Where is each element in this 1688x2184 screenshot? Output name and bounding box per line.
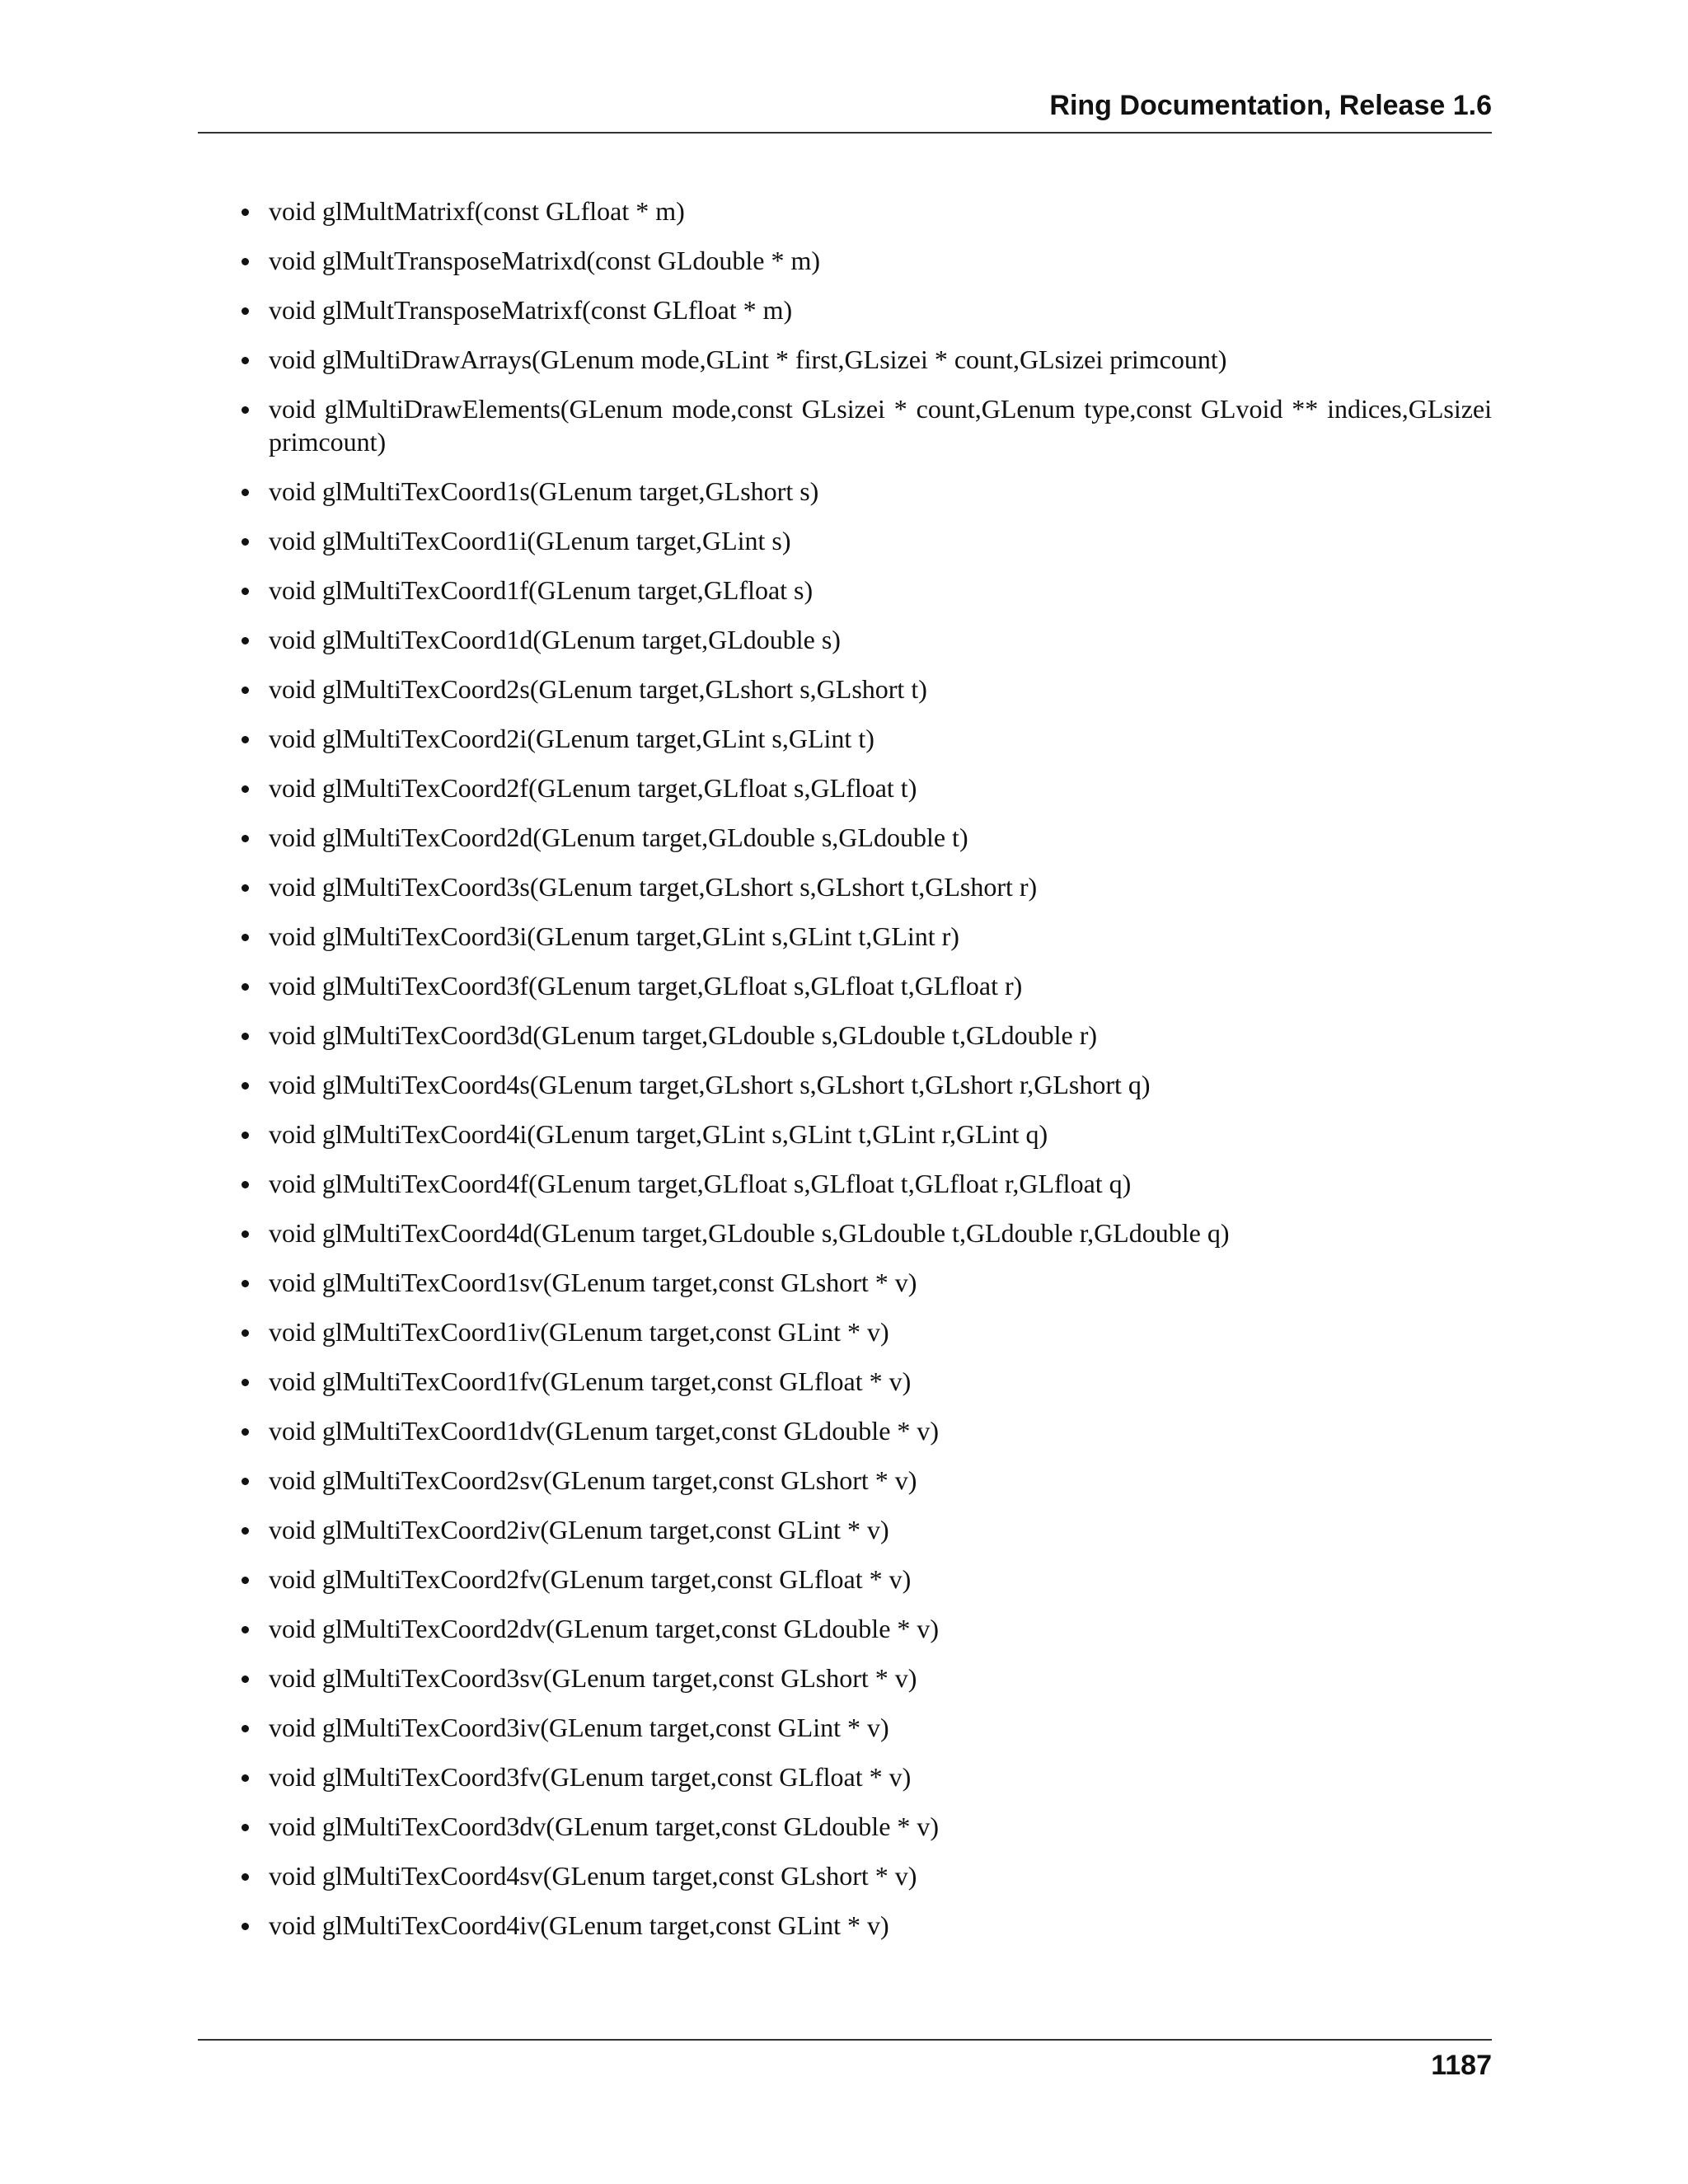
bullet-icon	[241, 934, 249, 941]
bullet-icon	[241, 736, 249, 743]
function-signature: void glMultiTexCoord3s(GLenum target,GLshort s,GLshort t,GLshort r)	[269, 872, 1038, 902]
function-signature: void glMultiTexCoord2sv(GLenum target,const GLshort * v)	[269, 1465, 917, 1495]
list-item	[198, 623, 1492, 656]
bullet-icon	[241, 406, 249, 414]
bullet-icon	[241, 1675, 249, 1683]
bullet-icon	[241, 1873, 249, 1881]
page-number: 1187	[1431, 2050, 1492, 2081]
bullet-icon	[241, 1082, 249, 1090]
list-item	[198, 1859, 1492, 1892]
list-item	[198, 1661, 1492, 1694]
list-item	[198, 920, 1492, 953]
list-item	[198, 1216, 1492, 1249]
function-signature: void glMultiTexCoord4d(GLenum target,GLdouble s,GLdouble t,GLdouble r,GLdouble q)	[269, 1218, 1230, 1248]
function-signature: void glMultiTexCoord3d(GLenum target,GLdouble s,GLdouble t,GLdouble r)	[269, 1020, 1097, 1050]
bullet-icon	[241, 1280, 249, 1287]
list-item	[198, 969, 1492, 1002]
function-signature: void glMultiTexCoord1dv(GLenum target,const GLdouble * v)	[269, 1416, 940, 1446]
function-signature: void glMultiTexCoord3i(GLenum target,GLint s,GLint t,GLint r)	[269, 921, 959, 951]
list-item	[198, 1760, 1492, 1793]
bullet-icon	[241, 1181, 249, 1188]
list-item	[198, 1068, 1492, 1101]
list-item	[198, 574, 1492, 607]
bullet-icon	[241, 1478, 249, 1485]
list-item	[198, 1612, 1492, 1645]
bullet-icon	[241, 687, 249, 694]
bullet-icon	[241, 1626, 249, 1633]
function-signature: void glMultiTexCoord2iv(GLenum target,const GLint * v)	[269, 1515, 889, 1544]
function-signature: void glMultiTexCoord2dv(GLenum target,const GLdouble * v)	[269, 1614, 940, 1643]
bullet-icon	[241, 1132, 249, 1139]
bullet-icon	[241, 1577, 249, 1584]
document-title: Ring Documentation, Release 1.6	[1049, 90, 1492, 121]
list-item	[198, 475, 1492, 508]
bullet-icon	[241, 835, 249, 842]
list-item	[198, 1909, 1492, 1942]
bullet-icon	[241, 1033, 249, 1040]
list-item	[198, 821, 1492, 854]
bullet-icon	[241, 884, 249, 892]
function-signature: void glMultiDrawElements(GLenum mode,const GLsizei * count,GLenum type,const GLvoid ** indices,GLsizei primcount)	[269, 394, 1492, 457]
function-signature: void glMultiTexCoord1iv(GLenum target,const GLint * v)	[269, 1317, 889, 1347]
list-item	[198, 392, 1492, 458]
function-signature: void glMultiTexCoord2s(GLenum target,GLshort s,GLshort t)	[269, 674, 927, 704]
bullet-icon	[241, 307, 249, 315]
function-signature: void glMultiDrawArrays(GLenum mode,GLint * first,GLsizei * count,GLsizei primcount)	[269, 344, 1227, 374]
function-signature: void glMultiTexCoord4i(GLenum target,GLint s,GLint t,GLint r,GLint q)	[269, 1119, 1048, 1149]
list-item	[198, 524, 1492, 557]
function-signature: void glMultiTexCoord3fv(GLenum target,const GLfloat * v)	[269, 1762, 912, 1792]
page-footer	[198, 2039, 1492, 2081]
bullet-icon	[241, 588, 249, 595]
bullet-icon	[241, 209, 249, 216]
function-signature: void glMultTransposeMatrixf(const GLfloat * m)	[269, 295, 793, 325]
page-header	[198, 89, 1492, 134]
bullet-icon	[241, 1725, 249, 1732]
list-item	[198, 722, 1492, 755]
list-item	[198, 1365, 1492, 1398]
function-signature: void glMultiTexCoord1fv(GLenum target,const GLfloat * v)	[269, 1366, 912, 1396]
function-signature: void glMultiTexCoord1d(GLenum target,GLdouble s)	[269, 625, 841, 654]
bullet-icon	[241, 1379, 249, 1386]
function-signature: void glMultTransposeMatrixd(const GLdouble * m)	[269, 246, 820, 275]
function-signature: void glMultiTexCoord4s(GLenum target,GLshort s,GLshort t,GLshort r,GLshort q)	[269, 1070, 1151, 1099]
list-item	[198, 1019, 1492, 1052]
bullet-icon	[241, 1230, 249, 1238]
bullet-icon	[241, 1923, 249, 1930]
function-signature: void glMultiTexCoord3iv(GLenum target,const GLint * v)	[269, 1713, 889, 1742]
list-item	[198, 1513, 1492, 1546]
function-signature: void glMultMatrixf(const GLfloat * m)	[269, 196, 685, 226]
list-item	[198, 343, 1492, 376]
function-signature: void glMultiTexCoord1sv(GLenum target,const GLshort * v)	[269, 1268, 917, 1297]
list-item	[198, 1118, 1492, 1151]
bullet-icon	[241, 258, 249, 265]
function-signature: void glMultiTexCoord3f(GLenum target,GLfloat s,GLfloat t,GLfloat r)	[269, 971, 1023, 1001]
bullet-icon	[241, 538, 249, 546]
bullet-icon	[241, 357, 249, 364]
function-signature: void glMultiTexCoord1f(GLenum target,GLfloat s)	[269, 575, 814, 605]
list-item	[198, 1563, 1492, 1596]
list-item	[198, 194, 1492, 227]
function-signature: void glMultiTexCoord4iv(GLenum target,const GLint * v)	[269, 1910, 889, 1940]
function-signature: void glMultiTexCoord3dv(GLenum target,const GLdouble * v)	[269, 1811, 940, 1841]
bullet-icon	[241, 1527, 249, 1535]
bullet-icon	[241, 983, 249, 991]
list-item	[198, 293, 1492, 326]
function-signature: void glMultiTexCoord2fv(GLenum target,const GLfloat * v)	[269, 1564, 912, 1594]
list-item	[198, 1711, 1492, 1744]
bullet-icon	[241, 1824, 249, 1831]
function-signature: void glMultiTexCoord2f(GLenum target,GLfloat s,GLfloat t)	[269, 773, 917, 803]
page-content	[198, 194, 1492, 1958]
function-signature: void glMultiTexCoord2i(GLenum target,GLint s,GLint t)	[269, 724, 874, 753]
bullet-icon	[241, 637, 249, 644]
function-signature: void glMultiTexCoord4f(GLenum target,GLfloat s,GLfloat t,GLfloat r,GLfloat q)	[269, 1169, 1132, 1198]
list-item	[198, 1167, 1492, 1200]
bullet-icon	[241, 1774, 249, 1782]
bullet-icon	[241, 489, 249, 496]
list-item	[198, 1414, 1492, 1447]
bullet-icon	[241, 785, 249, 793]
list-item	[198, 1810, 1492, 1843]
list-item	[198, 771, 1492, 804]
list-item	[198, 1464, 1492, 1497]
bullet-icon	[241, 1428, 249, 1436]
function-signature: void glMultiTexCoord2d(GLenum target,GLdouble s,GLdouble t)	[269, 823, 968, 852]
list-item	[198, 673, 1492, 705]
function-signature: void glMultiTexCoord1i(GLenum target,GLint s)	[269, 526, 791, 555]
function-signature: void glMultiTexCoord1s(GLenum target,GLshort s)	[269, 476, 819, 506]
list-item	[198, 1266, 1492, 1299]
function-signature: void glMultiTexCoord3sv(GLenum target,const GLshort * v)	[269, 1663, 917, 1693]
list-item	[198, 244, 1492, 277]
function-list	[198, 194, 1492, 1942]
list-item	[198, 1315, 1492, 1348]
bullet-icon	[241, 1329, 249, 1337]
list-item	[198, 870, 1492, 903]
function-signature: void glMultiTexCoord4sv(GLenum target,const GLshort * v)	[269, 1861, 917, 1891]
